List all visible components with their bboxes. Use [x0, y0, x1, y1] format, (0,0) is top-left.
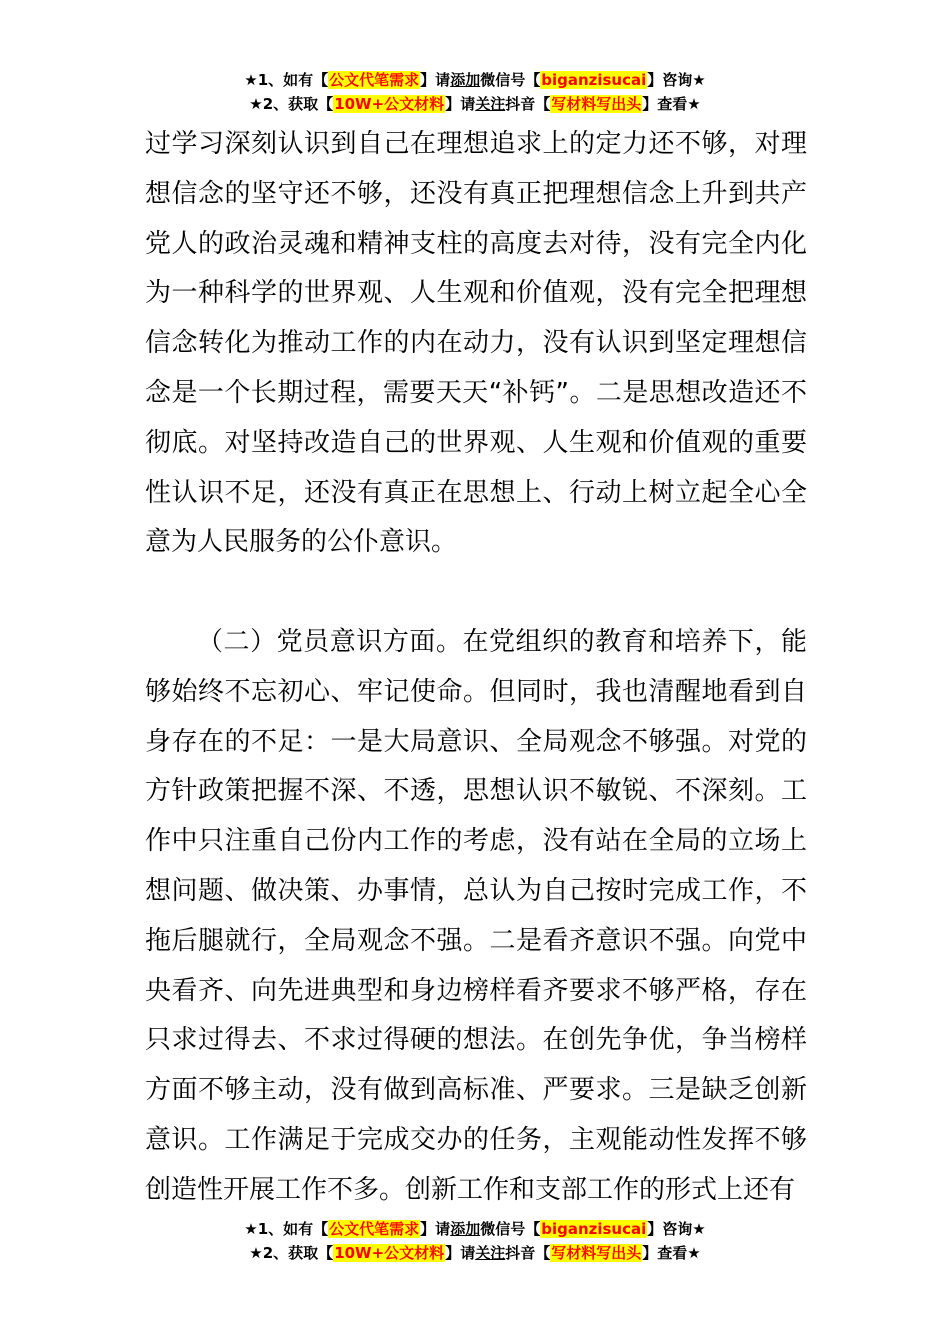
banner-text: 】请	[420, 71, 451, 89]
banner-text: 】查看★	[642, 95, 701, 113]
paragraph-1: 过学习深刻认识到自己在理想追求上的定力还不够，对理想信念的坚守还不够，还没有真正把理想信念上升到共产党人的政治灵魂和精神支柱的高度去对待，没有完全内化为一种科学的世界观、人生观和价值观，没有完全把理想信念转化为推动工作的内在动力，没有认识到坚定理想信念是一个长期过程，需要天天“补钙”。二是思想改造还不彻底。对坚持改造自己的世界观、人生观和价值观的重要性认识不足，还没有真正在思想上、行动上树立起全心全意为人民服务的公仆意识。	[145, 129, 807, 558]
banner-line-2	[0, 92, 950, 116]
banner-text: 】请	[445, 95, 476, 113]
douyin-id-highlight: 写材料写出头	[551, 1244, 642, 1262]
douyin-id-highlight: 写材料写出头	[551, 95, 642, 113]
banner-emphasis: 关注	[475, 95, 506, 113]
paragraph-gap	[145, 568, 807, 618]
document-body	[145, 120, 807, 1216]
banner-emphasis: 关注	[475, 1244, 506, 1262]
banner-text: 】请	[445, 1244, 476, 1262]
banner-line-2	[0, 1241, 950, 1265]
banner-text: 抖音【	[505, 95, 551, 113]
banner-text: ★1、如有【	[244, 1220, 329, 1238]
service-highlight: 公文代笔需求	[329, 1220, 420, 1238]
wechat-id-highlight: biganzisucai	[541, 71, 647, 89]
banner-text: 】查看★	[642, 1244, 701, 1262]
banner-line-1	[0, 68, 950, 92]
banner-text: ★1、如有【	[244, 71, 329, 89]
banner-text: ★2、获取【	[249, 1244, 334, 1262]
banner-text: 】请	[420, 1220, 451, 1238]
paragraph-2: （二）党员意识方面。在党组织的教育和培养下，能够始终不忘初心、牢记使命。但同时，我也清醒地看到自身存在的不足：一是大局意识、全局观念不够强。对党的方针政策把握不深、不透，思想认识不敏锐、不深刻。工作中只注重自己份内工作的考虑，没有站在全局的立场上想问题、做决策、办事情，总认为自己按时完成工作，不拖后腿就行，全局观念不强。二是看齐意识不强。向党中央看齐、向先进典型和身边榜样看齐要求不够严格，存在只求过得去、不求过得硬的想法。在创先争优，争当榜样方面不够主动，没有做到高标准、严要求。三是缺乏创新意识。工作满足于完成交办的任务，主观能动性发挥不够创造性开展工作不多。创新工作和支部工作的形式上还有	[145, 626, 807, 1205]
banner-text: 】咨询★	[647, 71, 706, 89]
banner-line-1	[0, 1217, 950, 1241]
banner-emphasis: 添加	[450, 71, 481, 89]
banner-text: 】咨询★	[647, 1220, 706, 1238]
footer-banner	[0, 1217, 950, 1265]
service-highlight: 公文代笔需求	[329, 71, 420, 89]
materials-highlight: 10W+公文材料	[334, 95, 445, 113]
banner-text: 微信号【	[480, 71, 541, 89]
banner-text: 抖音【	[505, 1244, 551, 1262]
materials-highlight: 10W+公文材料	[334, 1244, 445, 1262]
header-banner	[0, 68, 950, 116]
wechat-id-highlight: biganzisucai	[541, 1220, 647, 1238]
banner-text: ★2、获取【	[249, 95, 334, 113]
banner-text: 微信号【	[480, 1220, 541, 1238]
banner-emphasis: 添加	[450, 1220, 481, 1238]
